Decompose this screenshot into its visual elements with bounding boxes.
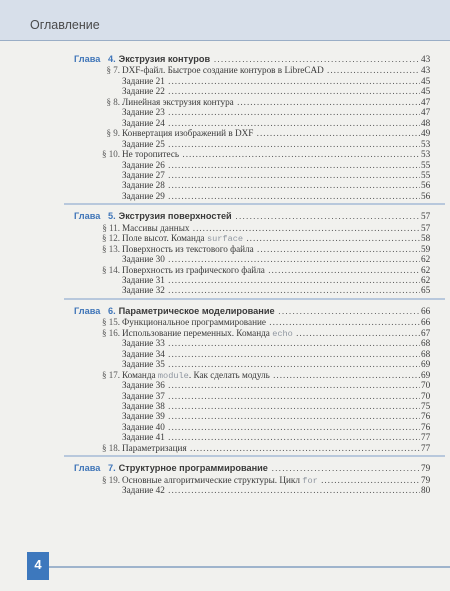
toc-entry-text <box>122 401 420 412</box>
page-ref: 45 <box>420 76 443 87</box>
page-ref: 75 <box>420 401 443 412</box>
task-title: Задание 40 <box>122 421 165 432</box>
toc-section-row[interactable] <box>0 244 450 255</box>
chapter-number: 6. <box>108 305 116 316</box>
section-title: Конвертация изображений в DXF <box>122 128 254 139</box>
section-number: § 19. <box>102 474 120 485</box>
toc-entry-text <box>122 391 420 402</box>
section-number: § 16. <box>102 327 120 338</box>
page-ref: 56 <box>420 191 443 202</box>
task-title: Задание 30 <box>122 254 165 265</box>
toc-section-row[interactable] <box>0 370 450 381</box>
page-ref: 58 <box>420 233 443 244</box>
page-ref: 53 <box>420 149 443 160</box>
toc-section-row[interactable] <box>0 97 450 108</box>
chapter-number: 4. <box>108 54 116 64</box>
toc-entry-text <box>122 139 420 150</box>
section-title: Основные алгоритмические структуры. Цикл <box>122 474 300 485</box>
page-ref: 57 <box>420 211 443 222</box>
code-keyword: surface <box>206 234 244 245</box>
toc-entry-text <box>122 285 420 296</box>
section-title: Не торопитесь <box>122 149 180 160</box>
task-title: Задание 27 <box>122 169 165 180</box>
page-ref: 79 <box>420 463 443 474</box>
task-title: Задание 24 <box>122 117 165 128</box>
page-ref: 49 <box>420 128 443 139</box>
toc-entry-text <box>122 76 420 87</box>
toc-entry-text <box>122 349 420 360</box>
code-keyword: module <box>157 370 189 381</box>
section-number: § 14. <box>102 264 120 275</box>
toc-chapter-row[interactable] <box>0 463 450 474</box>
task-title: Задание 22 <box>122 86 165 97</box>
code-keyword: for <box>302 475 318 486</box>
toc-task-row[interactable] <box>0 285 450 296</box>
toc-entry-text <box>122 86 420 97</box>
toc-task-row[interactable] <box>0 359 450 370</box>
task-title: Задание 25 <box>122 138 165 149</box>
toc-entry-text <box>122 97 420 108</box>
page-ref: 43 <box>420 54 443 65</box>
toc-task-row[interactable] <box>0 275 450 286</box>
toc-section-row[interactable] <box>0 128 450 139</box>
chapter-label: Глава <box>74 54 101 64</box>
chapter-label: Глава <box>74 211 101 222</box>
toc-entry-text <box>122 254 420 265</box>
toc-section-row[interactable] <box>0 233 450 244</box>
toc-entry-text <box>122 118 420 129</box>
page-ref: 70 <box>420 380 443 391</box>
toc-entry-text <box>108 306 420 317</box>
page-ref: 69 <box>420 370 443 381</box>
toc-task-row[interactable] <box>0 380 450 391</box>
toc-entry-text <box>122 380 420 391</box>
section-number: § 9. <box>106 128 120 139</box>
toc-entry-text <box>122 338 420 349</box>
toc-task-row[interactable] <box>0 485 450 496</box>
chapter-title: Структурное программирование <box>118 463 268 474</box>
toc-task-row[interactable] <box>0 107 450 118</box>
toc-entry-text <box>122 275 420 286</box>
section-title: Поверхность из текстового файла <box>122 243 254 254</box>
page-ref: 55 <box>420 170 443 181</box>
task-title: Задание 31 <box>122 275 165 285</box>
page-ref: 47 <box>420 97 443 108</box>
page-ref: 77 <box>420 443 443 454</box>
toc-task-row[interactable] <box>0 401 450 412</box>
page-ref: 67 <box>420 328 443 339</box>
toc-entry-text <box>108 211 420 222</box>
code-keyword: echo <box>272 328 293 339</box>
toc-entry-text <box>122 160 420 171</box>
section-title: Использование переменных. Команда <box>122 327 270 338</box>
task-title: Задание 21 <box>122 75 165 86</box>
toc-entry-text <box>122 170 420 181</box>
section-number: § 7. <box>106 65 120 76</box>
section-number: § 10. <box>102 149 120 160</box>
chapter-label: Глава <box>74 463 101 474</box>
toc-task-row[interactable] <box>0 422 450 433</box>
section-title: Поле высот. Команда <box>122 233 205 244</box>
task-title: Задание 37 <box>122 390 165 401</box>
page-ref: 66 <box>420 306 443 317</box>
page-ref: 77 <box>420 432 443 443</box>
task-title: Задание 39 <box>122 411 165 422</box>
section-number: § 18. <box>102 442 120 453</box>
toc-task-row[interactable] <box>0 349 450 360</box>
section-title: Поверхность из графического файла <box>122 264 265 275</box>
page-ref: 65 <box>420 285 443 296</box>
task-title: Задание 42 <box>122 485 165 496</box>
page-ref: 48 <box>420 118 443 129</box>
page-ref: 69 <box>420 359 443 370</box>
page-ref: 43 <box>420 65 443 76</box>
section-number: § 17. <box>102 369 120 380</box>
toc-section-row[interactable] <box>0 475 450 486</box>
toc-entry-text <box>122 107 420 118</box>
toc-section-row[interactable] <box>0 443 450 454</box>
toc-entry-text <box>122 265 420 276</box>
toc-entry-text <box>122 191 420 202</box>
page-ref: 59 <box>420 244 443 255</box>
task-title: Задание 35 <box>122 359 165 370</box>
toc-entry-text <box>108 463 420 474</box>
toc-entry-text <box>122 432 420 443</box>
section-number: § 13. <box>102 243 120 254</box>
chapter-divider <box>64 203 445 205</box>
page-ref: 62 <box>420 254 443 265</box>
toc-entry-text <box>122 65 420 76</box>
section-title: Функциональное программирование <box>122 317 266 328</box>
page-ref: 62 <box>420 275 443 286</box>
chapter-title: Экструзия поверхностей <box>118 211 232 222</box>
toc-entry-text <box>122 317 420 328</box>
toc-task-row[interactable] <box>0 170 450 181</box>
chapter-title: Экструзия контуров <box>118 54 211 64</box>
page-ref: 68 <box>420 349 443 360</box>
toc-chapter-row[interactable] <box>0 306 450 317</box>
section-number: § 11. <box>102 222 120 233</box>
page-ref: 70 <box>420 391 443 402</box>
task-title: Задание 28 <box>122 180 165 191</box>
task-title: Задание 34 <box>122 348 165 359</box>
toc-task-row[interactable] <box>0 391 450 402</box>
task-title: Задание 26 <box>122 159 165 170</box>
section-number: § 15. <box>102 317 120 328</box>
toc-task-row[interactable] <box>0 411 450 422</box>
page-ref: 76 <box>420 411 443 422</box>
section-title: DXF-файл. Быстрое создание контуров в LibreCAD <box>122 65 324 76</box>
toc-entry-text <box>122 128 420 139</box>
footer-rule <box>30 566 450 568</box>
toc-section-row[interactable] <box>0 265 450 276</box>
toc-entry-text <box>122 149 420 160</box>
task-title: Задание 41 <box>122 432 165 443</box>
toc-task-row[interactable] <box>0 191 450 202</box>
toc-entry-text <box>122 359 420 370</box>
toc-entry-text <box>122 411 420 422</box>
toc-entry-text <box>122 180 420 191</box>
page-ref: 45 <box>420 86 443 97</box>
toc-entry-text <box>122 422 420 433</box>
page-ref: 79 <box>420 475 443 486</box>
page-ref: 55 <box>420 160 443 171</box>
task-title: Задание 29 <box>122 190 165 201</box>
toc-task-row[interactable] <box>0 139 450 150</box>
page-ref: 47 <box>420 107 443 118</box>
toc-task-row[interactable] <box>0 76 450 87</box>
page-ref: 62 <box>420 265 443 276</box>
page-ref: 80 <box>420 485 443 496</box>
toc-entry-text <box>122 244 420 255</box>
toc-entry-text <box>108 54 420 65</box>
toc-entry-text <box>122 223 420 234</box>
section-title: Параметризация <box>122 442 187 453</box>
section-title-cont: . Как сделать модуль <box>188 369 270 380</box>
chapter-number: 7. <box>108 463 116 474</box>
toc-section-row[interactable] <box>0 317 450 328</box>
toc-section-row[interactable] <box>0 223 450 234</box>
running-title: Оглавление <box>30 18 100 32</box>
task-title: Задание 33 <box>122 338 165 349</box>
toc-task-row[interactable] <box>0 180 450 191</box>
section-number: § 12. <box>102 233 120 244</box>
toc-task-row[interactable] <box>0 254 450 265</box>
page-ref: 66 <box>420 317 443 328</box>
task-title: Задание 23 <box>122 107 165 118</box>
page-ref: 76 <box>420 422 443 433</box>
section-title: Массивы данных <box>122 222 190 233</box>
page-ref: 53 <box>420 139 443 150</box>
toc-chapter-row[interactable] <box>0 54 450 65</box>
toc-entry-text <box>122 485 420 496</box>
toc-entry-text <box>122 443 420 454</box>
toc-task-row[interactable] <box>0 86 450 97</box>
toc-task-row[interactable] <box>0 160 450 171</box>
task-title: Задание 36 <box>122 380 165 391</box>
chapter-number: 5. <box>108 211 116 222</box>
page-ref: 56 <box>420 180 443 191</box>
task-title: Задание 38 <box>122 400 165 411</box>
page-ref: 68 <box>420 338 443 349</box>
section-title: Команда <box>122 369 156 380</box>
toc-task-row[interactable] <box>0 118 450 129</box>
chapter-divider <box>64 455 445 457</box>
section-number: § 8. <box>106 96 120 107</box>
toc-task-row[interactable] <box>0 338 450 349</box>
toc-section-row[interactable] <box>0 149 450 160</box>
toc-section-row[interactable] <box>0 65 450 76</box>
toc-task-row[interactable] <box>0 432 450 443</box>
toc-chapter-row[interactable] <box>0 211 450 222</box>
section-title: Линейная экструзия контура <box>122 96 234 107</box>
page-ref: 57 <box>420 223 443 234</box>
toc-section-row[interactable] <box>0 328 450 339</box>
page-number-badge: 4 <box>27 552 49 580</box>
chapter-title: Параметрическое моделирование <box>118 305 275 316</box>
chapter-divider <box>64 298 445 300</box>
chapter-label: Глава <box>74 305 101 316</box>
task-title: Задание 32 <box>122 285 165 296</box>
